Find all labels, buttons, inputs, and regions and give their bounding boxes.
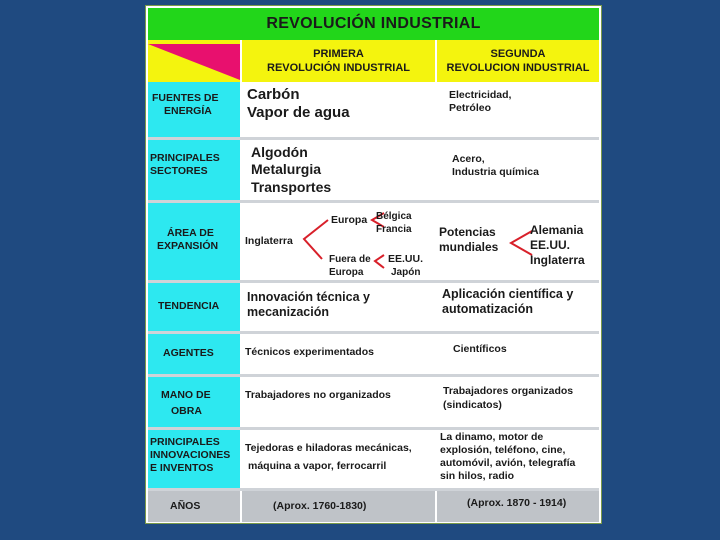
label-line: EXPANSIÓN bbox=[157, 240, 219, 252]
expansion-japon: Japón bbox=[391, 267, 421, 278]
cell-line: Aplicación científica y bbox=[442, 287, 574, 301]
cell-line: Innovación técnica y bbox=[247, 290, 370, 304]
cell-first-sectores bbox=[242, 140, 435, 200]
cell-line: máquina a vapor, ferrocarril bbox=[248, 460, 387, 472]
label-line: OBRA bbox=[171, 405, 202, 417]
expansion-mundiales: mundiales bbox=[439, 240, 499, 254]
label-line: PRINCIPALES bbox=[150, 152, 220, 164]
expansion-eeuu: EE.UU. bbox=[388, 253, 424, 265]
cell-line: (sindicatos) bbox=[443, 399, 502, 411]
row-sectores bbox=[148, 140, 599, 200]
row-label-agentes bbox=[148, 334, 240, 374]
cell-line: Carbón bbox=[247, 86, 300, 103]
arrow-inglaterra bbox=[304, 220, 328, 259]
row-label-sectores bbox=[148, 140, 240, 200]
cell-second-fuentes bbox=[437, 82, 599, 137]
label-line: ÁREA DE bbox=[167, 227, 214, 239]
label-line: TENDENCIA bbox=[158, 300, 220, 312]
row-label-anos bbox=[148, 491, 240, 522]
header-corner bbox=[148, 40, 240, 82]
cell-line: (Aprox. 1870 - 1914) bbox=[467, 497, 567, 509]
cell-line: explosión, teléfono, cine, bbox=[440, 444, 566, 456]
cell-line: Transportes bbox=[251, 179, 332, 195]
cell-second-anos bbox=[437, 491, 599, 522]
header-first-line1: PRIMERA bbox=[313, 48, 364, 60]
cell-line: La dinamo, motor de bbox=[440, 431, 544, 443]
expansion-inglaterra-second: Inglaterra bbox=[530, 253, 585, 267]
label-line: INNOVACIONES bbox=[150, 449, 231, 461]
header-first-line2: REVOLUCIÓN INDUSTRIAL bbox=[267, 62, 410, 74]
cell-line: Trabajadores organizados bbox=[443, 385, 574, 397]
cell-second-tendencia bbox=[437, 283, 599, 331]
cell-line: (Aprox. 1760-1830) bbox=[273, 500, 367, 512]
cell-line: Científicos bbox=[453, 343, 507, 355]
expansion-origin: Inglaterra bbox=[245, 235, 293, 247]
row-label-expansion bbox=[148, 203, 240, 280]
label-line: AGENTES bbox=[163, 347, 214, 359]
row-tendencia bbox=[148, 283, 599, 331]
row-expansion bbox=[148, 203, 599, 280]
row-label-mano bbox=[148, 377, 240, 427]
cell-first-innovaciones bbox=[242, 430, 435, 488]
cell-line: Industria química bbox=[452, 166, 539, 178]
cell-line: Trabajadores no organizados bbox=[245, 389, 391, 401]
label-line: FUENTES DE bbox=[152, 92, 219, 104]
cell-line: Técnicos experimentados bbox=[245, 346, 374, 358]
table-title: REVOLUCIÓN INDUSTRIAL bbox=[148, 8, 599, 40]
row-anos bbox=[148, 491, 599, 522]
cell-first-tendencia bbox=[242, 283, 435, 331]
comparison-table bbox=[145, 5, 602, 524]
row-agentes bbox=[148, 334, 599, 374]
label-line: E INVENTOS bbox=[150, 462, 214, 474]
label-line: ENERGÍA bbox=[164, 105, 212, 117]
arrow-potencias bbox=[511, 231, 532, 255]
expansion-belgica: Bélgica bbox=[376, 211, 412, 222]
cell-second-sectores bbox=[437, 140, 599, 200]
cell-line: Vapor de agua bbox=[247, 104, 350, 121]
expansion-fuera-line1: Fuera de bbox=[329, 254, 371, 265]
corner-triangle bbox=[148, 44, 240, 80]
row-fuentes bbox=[148, 82, 599, 137]
cell-first-agentes bbox=[242, 334, 435, 374]
header-second-line1: SEGUNDA bbox=[490, 48, 546, 60]
expansion-potencias: Potencias bbox=[439, 225, 496, 239]
row-label-innovaciones bbox=[148, 430, 240, 488]
cell-line: automóvil, avión, telegrafía bbox=[440, 457, 576, 469]
cell-first-fuentes bbox=[242, 82, 435, 137]
corner-triangle-graphic bbox=[148, 40, 240, 82]
cell-second-innovaciones bbox=[437, 430, 599, 488]
label-line: SECTORES bbox=[150, 165, 208, 177]
cell-second-mano bbox=[437, 377, 599, 427]
cell-line: automatización bbox=[442, 302, 533, 316]
cell-line: mecanización bbox=[247, 305, 329, 319]
cell-first-anos bbox=[242, 491, 435, 522]
cell-second-expansion bbox=[437, 203, 599, 280]
header-second-line2: REVOLUCION INDUSTRIAL bbox=[446, 62, 590, 74]
row-label-fuentes bbox=[148, 82, 240, 137]
cell-second-agentes bbox=[437, 334, 599, 374]
cell-line: sin hilos, radio bbox=[440, 470, 515, 482]
arrow-fuera bbox=[375, 255, 384, 268]
cell-line: Electricidad, bbox=[449, 89, 512, 101]
expansion-francia: Francia bbox=[376, 224, 412, 235]
cell-line: Petróleo bbox=[449, 102, 492, 114]
cell-line: Tejedoras e hiladoras mecánicas, bbox=[245, 442, 412, 454]
row-mano bbox=[148, 377, 599, 427]
row-label-tendencia bbox=[148, 283, 240, 331]
expansion-arrow-second bbox=[437, 203, 599, 280]
cell-first-mano bbox=[242, 377, 435, 427]
label-line: AÑOS bbox=[170, 500, 201, 512]
expansion-europa: Europa bbox=[331, 214, 368, 226]
row-innovaciones bbox=[148, 430, 599, 488]
header-first-revolution bbox=[242, 40, 435, 82]
cell-line: Algodón bbox=[251, 144, 308, 160]
cell-first-expansion bbox=[242, 203, 435, 280]
expansion-fuera-line2: Europa bbox=[329, 267, 364, 278]
expansion-eeuu-second: EE.UU. bbox=[530, 238, 571, 252]
cell-line: Metalurgia bbox=[251, 161, 322, 177]
expansion-alemania: Alemania bbox=[530, 223, 584, 237]
header-second-revolution bbox=[437, 40, 599, 82]
header-row bbox=[148, 40, 599, 82]
label-line: MANO DE bbox=[161, 389, 211, 401]
label-line: PRINCIPALES bbox=[150, 436, 220, 448]
cell-line: Acero, bbox=[452, 153, 485, 165]
